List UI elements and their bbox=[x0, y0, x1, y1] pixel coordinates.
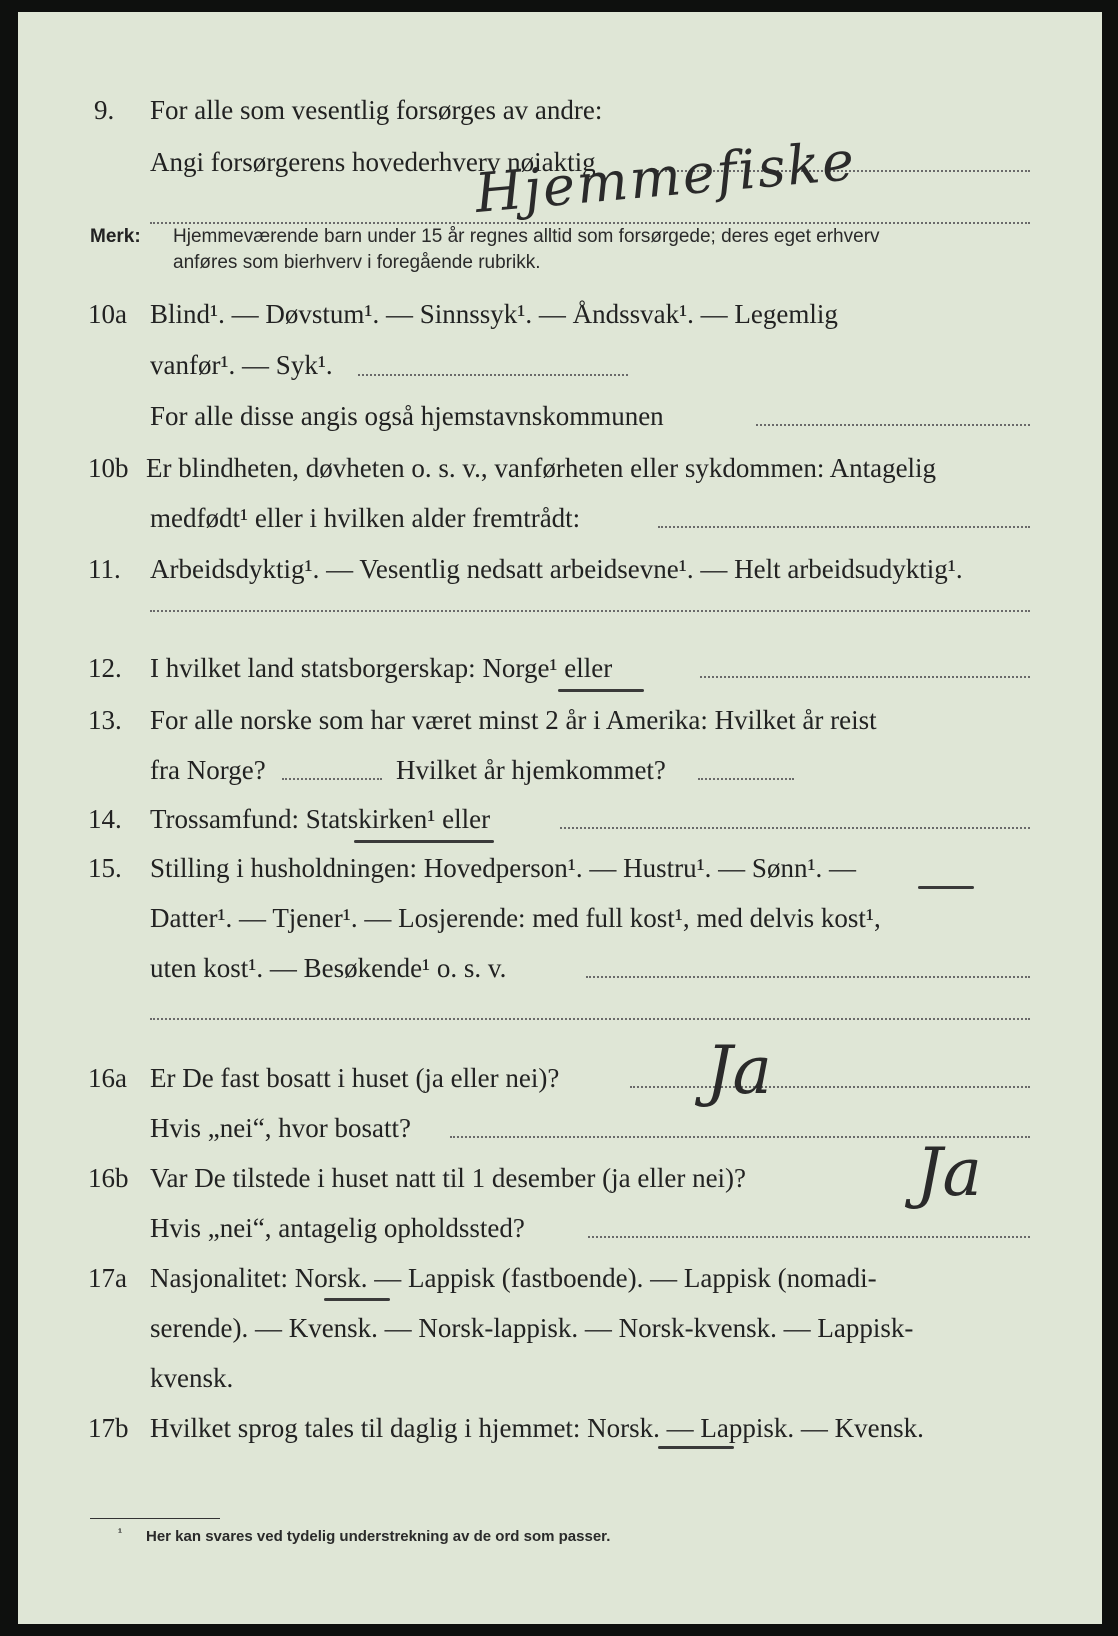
q15-row-3 bbox=[18, 948, 1102, 988]
q12-number: 12. bbox=[88, 653, 122, 683]
q16b-handwritten-answer: Ja bbox=[916, 1134, 982, 1211]
q16a-number: 16a bbox=[88, 1063, 127, 1093]
q10a-number: 10a bbox=[88, 299, 127, 329]
q13-text: For alle norske som har været minst 2 år i Amerika: Hvilket år reist bbox=[150, 705, 877, 735]
q17a-text: Nasjonalitet: Norsk. — Lappisk (fastboende). — Lappisk (nomadi- bbox=[150, 1263, 877, 1293]
q15-sonn-underline bbox=[918, 886, 974, 889]
q16b-number: 16b bbox=[88, 1163, 129, 1193]
q16a-answer-line bbox=[630, 1086, 1030, 1088]
q17b-text: Hvilket sprog tales til daglig i hjemmet: Norsk. — Lappisk. — Kvensk. bbox=[150, 1413, 924, 1443]
q16a-handwritten-answer: Ja bbox=[706, 1032, 772, 1109]
footnote-mark: ¹ bbox=[118, 1526, 122, 1540]
q17a-text-2: serende). — Kvensk. — Norsk-lappisk. — Norsk-kvensk. — Lappisk- bbox=[150, 1313, 914, 1343]
q16b-row-2 bbox=[18, 1208, 1102, 1248]
q13-reist-line bbox=[282, 778, 382, 780]
q10b-row bbox=[18, 448, 1102, 488]
q17a-norsk-underline bbox=[324, 1298, 390, 1301]
q10b-text-2: medfødt¹ eller i hvilken alder fremtrådt: bbox=[150, 503, 581, 533]
q15-text: Stilling i husholdningen: Hovedperson¹. — Hustru¹. — Sønn¹. — bbox=[150, 853, 857, 883]
q16b-text: Var De tilstede i huset natt til 1 desember (ja eller nei)? bbox=[150, 1163, 747, 1193]
q10a-row bbox=[18, 294, 1102, 334]
q16b-answer-line bbox=[588, 1236, 1030, 1238]
census-form-page bbox=[18, 12, 1102, 1624]
q10a-text-3: For alle disse angis også hjemstavnskommunen bbox=[150, 401, 664, 431]
q14-answer-line bbox=[560, 827, 1030, 829]
q10a-row-2 bbox=[18, 345, 1102, 385]
q10b-answer-line bbox=[658, 526, 1030, 528]
q14-text: Trossamfund: Statskirken¹ eller bbox=[150, 804, 491, 834]
q16b-text-2: Hvis „nei“, antagelig opholdssted? bbox=[150, 1213, 525, 1243]
q17b-row bbox=[18, 1408, 1102, 1448]
q17a-row-2 bbox=[18, 1308, 1102, 1348]
q14-row bbox=[18, 799, 1102, 839]
q10b-number: 10b bbox=[88, 453, 129, 483]
q17b-norsk-underline bbox=[658, 1446, 734, 1449]
q10a-text: Blind¹. — Døvstum¹. — Sinnssyk¹. — Åndssvak¹. — Legemlig bbox=[150, 299, 838, 329]
q15-text-3: uten kost¹. — Besøkende¹ o. s. v. bbox=[150, 953, 507, 983]
q9-answer-line-2 bbox=[150, 222, 1030, 224]
q17a-row bbox=[18, 1258, 1102, 1298]
q15-row-2 bbox=[18, 898, 1102, 938]
q9-text-2: Angi forsørgerens hovederhverv nøiaktig bbox=[150, 147, 596, 177]
q12-text: I hvilket land statsborgerskap: Norge¹ eller bbox=[150, 653, 613, 683]
merk-label: Merk: bbox=[90, 226, 141, 247]
q10a-row-3 bbox=[18, 396, 1102, 436]
q17a-row-3 bbox=[18, 1358, 1102, 1398]
q12-row bbox=[18, 648, 1102, 688]
q11-row bbox=[18, 549, 1102, 589]
q15-answer-line-1 bbox=[586, 976, 1030, 978]
q11-text: Arbeidsdyktig¹. — Vesentlig nedsatt arbeidsevne¹. — Helt arbeidsudyktig¹. bbox=[150, 554, 963, 584]
q14-statskirken-underline bbox=[354, 840, 494, 843]
merk-text-2: anføres som bierhverv i foregående rubrikk. bbox=[173, 252, 541, 273]
q15-answer-line-2 bbox=[150, 1018, 1030, 1020]
q15-text-2: Datter¹. — Tjener¹. — Losjerende: med full kost¹, med delvis kost¹, bbox=[150, 903, 881, 933]
q16a-row bbox=[18, 1058, 1102, 1098]
q11-answer-line bbox=[150, 610, 1030, 612]
q12-norge-underline bbox=[558, 689, 644, 692]
q15-row bbox=[18, 848, 1102, 888]
q10a-kommune-line bbox=[756, 424, 1030, 426]
q13-text-2a: fra Norge? bbox=[150, 755, 266, 785]
q15-number: 15. bbox=[88, 853, 122, 883]
q17b-number: 17b bbox=[88, 1413, 129, 1443]
q13-row-2 bbox=[18, 750, 1102, 790]
footnote-rule bbox=[90, 1518, 220, 1519]
q9-text: For alle som vesentlig forsørges av andre: bbox=[150, 95, 603, 125]
q17a-number: 17a bbox=[88, 1263, 127, 1293]
q16a-text-2: Hvis „nei“, hvor bosatt? bbox=[150, 1113, 411, 1143]
q13-hjemkommet-line bbox=[698, 778, 794, 780]
q10b-text: Er blindheten, døvheten o. s. v., vanførheten eller sykdommen: Antagelig bbox=[146, 453, 937, 483]
q16a-text: Er De fast bosatt i huset (ja eller nei)? bbox=[150, 1063, 560, 1093]
q13-row bbox=[18, 700, 1102, 740]
q9-row bbox=[18, 90, 1102, 130]
q10a-syk-line bbox=[358, 374, 628, 376]
q12-answer-line bbox=[700, 676, 1030, 678]
q10b-row-2 bbox=[18, 498, 1102, 538]
q13-number: 13. bbox=[88, 705, 122, 735]
q17a-text-3: kvensk. bbox=[150, 1363, 234, 1393]
q9-handwritten-answer: Hjemmefiske bbox=[472, 128, 859, 225]
q9-number: 9. bbox=[94, 95, 115, 125]
q10a-text-2: vanfør¹. — Syk¹. bbox=[150, 350, 333, 380]
merk-text-1: Hjemmeværende barn under 15 år regnes alltid som forsørgede; deres eget erhverv bbox=[173, 226, 880, 247]
footnote-text: Her kan svares ved tydelig understrekning av de ord som passer. bbox=[146, 1528, 611, 1545]
q14-number: 14. bbox=[88, 804, 122, 834]
q11-number: 11. bbox=[88, 554, 121, 584]
q13-text-2b: Hvilket år hjemkommet? bbox=[396, 755, 666, 785]
